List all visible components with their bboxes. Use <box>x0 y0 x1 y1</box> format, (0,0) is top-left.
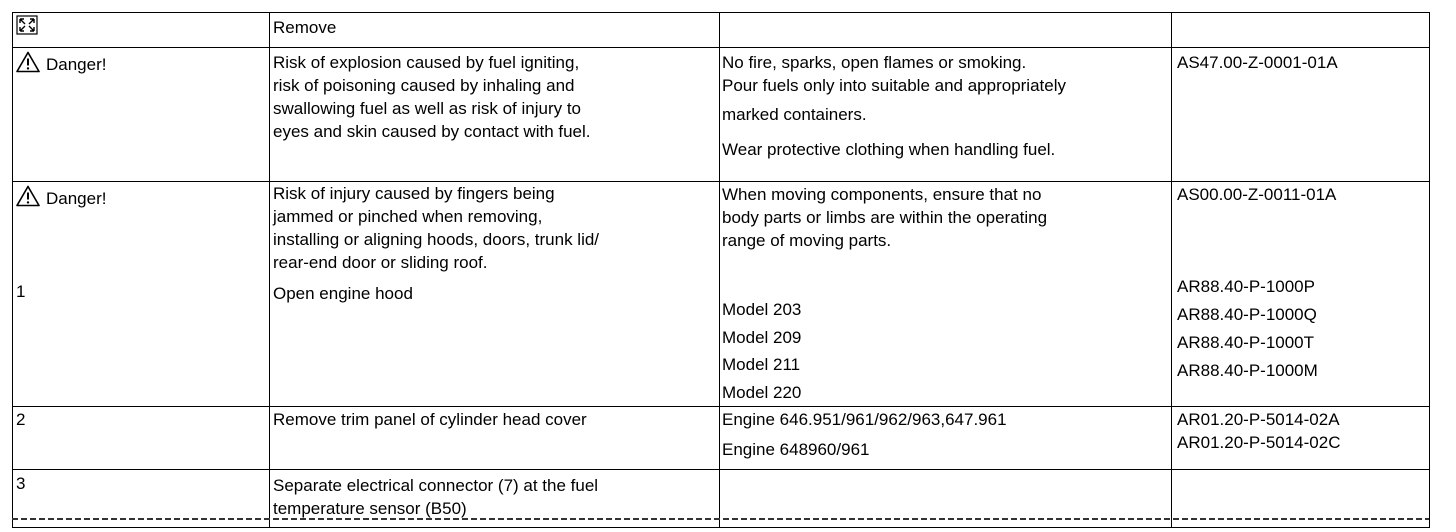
risk-text-line: Risk of explosion caused by fuel igniting, <box>273 53 580 72</box>
danger-label-cell <box>13 182 270 407</box>
measure-text-line: range of moving parts. <box>722 231 892 250</box>
ref-cell <box>1172 48 1430 182</box>
ref-cell <box>1172 182 1430 407</box>
risk-text-line: risk of poisoning caused by inhaling and <box>273 76 575 95</box>
remove-icon-cell <box>13 13 270 48</box>
danger-label-cell <box>13 48 270 182</box>
warning-triangle-icon <box>16 51 40 73</box>
section-title: Remove <box>273 18 337 37</box>
step-number: 1 <box>16 282 26 301</box>
step-text-line: temperature sensor (B50) <box>273 499 467 518</box>
document-reference: AR88.40-P-1000M <box>1177 361 1318 380</box>
procedure-table <box>12 12 1430 528</box>
document-reference: AR88.40-P-1000P <box>1177 277 1315 296</box>
empty-cell <box>720 13 1172 48</box>
measure-text-line: Wear protective clothing when handling fuel. <box>722 140 1056 159</box>
step-text-line: Separate electrical connector (7) at the fuel <box>273 476 599 495</box>
table-row-step-2 <box>13 407 1430 470</box>
step-text: Remove trim panel of cylinder head cover <box>273 410 587 429</box>
danger-label: Danger! <box>46 189 107 208</box>
risk-text-line: installing or aligning hoods, doors, trunk lid/ <box>273 230 600 249</box>
danger-label: Danger! <box>46 55 107 74</box>
table-row-danger-fuel <box>13 48 1430 182</box>
measure-cell <box>720 182 1172 407</box>
measure-text-line: Pour fuels only into suitable and appropriately <box>722 76 1066 95</box>
risk-text-line: jammed or pinched when removing, <box>273 207 543 226</box>
document-reference: AS00.00-Z-0011-01A <box>1177 185 1337 204</box>
table-row-remove <box>13 13 1430 48</box>
document-reference: AR88.40-P-1000T <box>1177 333 1315 352</box>
risk-cell <box>270 48 720 182</box>
expand-arrows-icon <box>16 15 38 35</box>
engine-item: Engine 646.951/961/962/963,647.961 <box>722 410 1007 429</box>
document-reference: AR88.40-P-1000Q <box>1177 305 1317 324</box>
model-item: Model 203 <box>722 300 802 319</box>
measure-text-line: When moving components, ensure that no <box>722 185 1042 204</box>
remove-title-cell <box>270 13 720 48</box>
risk-cell <box>270 182 720 407</box>
document-reference: AS47.00-Z-0001-01A <box>1177 53 1338 72</box>
step-text-cell <box>270 407 720 470</box>
measure-cell <box>720 48 1172 182</box>
page-bottom-rule <box>12 518 1429 520</box>
measure-text-line: marked containers. <box>722 105 867 124</box>
step-number-cell <box>13 407 270 470</box>
ref-cell <box>1172 407 1430 470</box>
warning-triangle-icon <box>16 185 40 207</box>
step-number: 2 <box>16 410 26 429</box>
model-item: Model 211 <box>722 355 801 374</box>
risk-text-line: swallowing fuel as well as risk of injury to <box>273 99 582 118</box>
table-row-danger-injury <box>13 182 1430 407</box>
risk-text-line: Risk of injury caused by fingers being <box>273 184 555 203</box>
document-reference: AR01.20-P-5014-02C <box>1177 433 1341 452</box>
risk-text-line: eyes and skin caused by contact with fuel. <box>273 122 591 141</box>
engine-item: Engine 648960/961 <box>722 440 870 459</box>
measure-text-line: body parts or limbs are within the operating <box>722 208 1048 227</box>
document-reference: AR01.20-P-5014-02A <box>1177 410 1340 429</box>
model-item: Model 220 <box>722 382 802 402</box>
engine-cell <box>720 407 1172 470</box>
step-number: 3 <box>16 474 26 493</box>
step-text: Open engine hood <box>273 284 413 303</box>
risk-text-line: rear-end door or sliding roof. <box>273 253 488 272</box>
measure-text-line: No fire, sparks, open flames or smoking. <box>722 53 1027 72</box>
empty-cell <box>1172 13 1430 48</box>
model-item: Model 209 <box>722 327 802 347</box>
